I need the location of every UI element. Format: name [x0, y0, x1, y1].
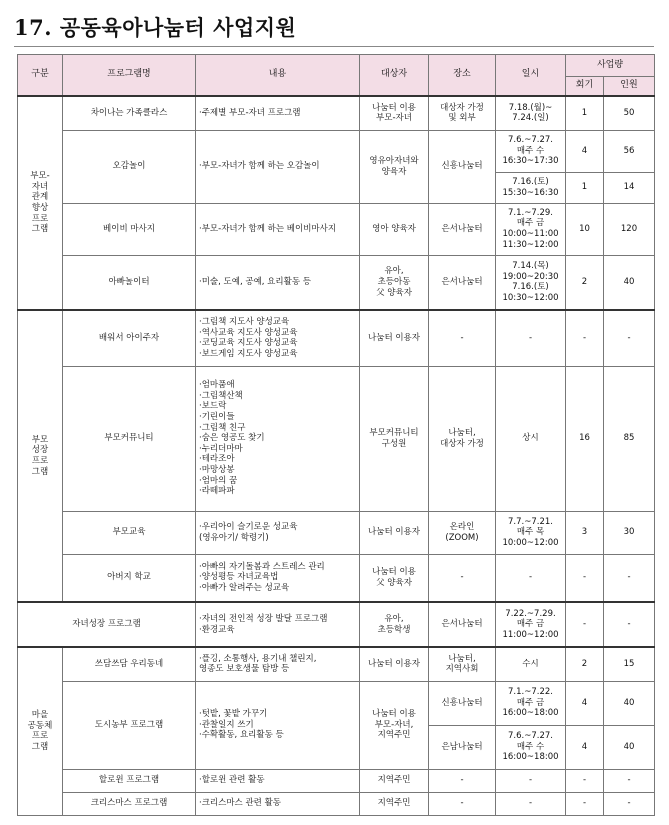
place-cell: 나눔터, 대상자 가정 [429, 366, 496, 511]
content-cell: ·텃밭, 꽃밭 가꾸기 ·관찰일지 쓰기 ·수확활동, 요리활동 등 [196, 681, 360, 769]
people-cell: 30 [604, 511, 655, 554]
target-cell: 나눔터 이용 父 양육자 [360, 554, 429, 602]
content-cell: ·엄마품애 ·그림책산책 ·보드락 ·기린이들 ·그림책 친구 ·숨은 영공도 찾기 ·누리더마마 ·테라조아 ·마망상봉 ·엄마의 꿈 ·라떼파파 [196, 366, 360, 511]
table-row [18, 310, 655, 366]
program-cell: 차이나는 가족클라스 [63, 96, 196, 130]
place-cell: 은서나눔터 [429, 203, 496, 255]
count-cell: 3 [566, 511, 604, 554]
people-cell: - [604, 602, 655, 647]
target-cell: 부모커뮤니티 구성원 [360, 366, 429, 511]
target-cell: 영유아자녀와 양육자 [360, 130, 429, 203]
table-row [18, 203, 655, 255]
program-cell: 도시농부 프로그램 [63, 681, 196, 769]
place-cell: 신흥나눔터 [429, 130, 496, 203]
program-cell: 크리스마스 프로그램 [63, 792, 196, 815]
place-cell: 신흥나눔터 [429, 681, 496, 725]
count-cell: - [566, 310, 604, 366]
people-cell: 120 [604, 203, 655, 255]
date-cell: - [496, 769, 566, 792]
category-cell: 마을 공동체 프로 그램 [18, 647, 63, 815]
count-cell: 2 [566, 255, 604, 310]
table-row [18, 769, 655, 792]
target-cell: 나눔터 이용자 [360, 511, 429, 554]
program-cell: 할로윈 프로그램 [63, 769, 196, 792]
place-cell: 은남나눔터 [429, 725, 496, 769]
people-cell: - [604, 310, 655, 366]
date-cell: 7.1.~7.22. 매주 금 16:00~18:00 [496, 681, 566, 725]
people-cell: 40 [604, 255, 655, 310]
category-cell: 부모 성장 프로 그램 [18, 310, 63, 602]
count-cell: 4 [566, 681, 604, 725]
place-cell: 은서나눔터 [429, 255, 496, 310]
date-cell: - [496, 554, 566, 602]
people-cell: - [604, 769, 655, 792]
content-cell: ·크리스마스 관련 활동 [196, 792, 360, 815]
header-count: 회기 [566, 77, 604, 97]
count-cell: - [566, 792, 604, 815]
count-cell: 4 [566, 130, 604, 172]
people-cell: 40 [604, 725, 655, 769]
date-cell: 7.22.~7.29. 매주 금 11:00~12:00 [496, 602, 566, 647]
content-cell: ·자녀의 전인적 성장 발달 프로그램 ·환경교육 [196, 602, 360, 647]
count-cell: 16 [566, 366, 604, 511]
count-cell: 1 [566, 172, 604, 203]
table-row [18, 681, 655, 725]
people-cell: - [604, 554, 655, 602]
table-row [18, 554, 655, 602]
content-cell: ·그림책 지도사 양성교육 ·역사교육 지도사 양성교육 ·코딩교육 지도사 양성교육 ·보드게임 지도사 양성교육 [196, 310, 360, 366]
header-row [18, 55, 655, 77]
header-program: 프로그램명 [63, 55, 196, 97]
header-date: 일시 [496, 55, 566, 97]
content-cell: ·플깅, 소통행사, 용기내 챌린지, 영종도 보호생물 탐방 등 [196, 647, 360, 681]
table-row [18, 792, 655, 815]
date-cell: 7.16.(토) 15:30~16:30 [496, 172, 566, 203]
table-row [18, 366, 655, 511]
count-cell: - [566, 554, 604, 602]
count-cell: 2 [566, 647, 604, 681]
date-cell: 수시 [496, 647, 566, 681]
program-cell: 자녀성장 프로그램 [18, 602, 196, 647]
target-cell: 유아, 초등학생 [360, 602, 429, 647]
content-cell: ·주제별 부모-자녀 프로그램 [196, 96, 360, 130]
program-cell: 베이비 마사지 [63, 203, 196, 255]
program-cell: 아빠놀이터 [63, 255, 196, 310]
count-cell: 10 [566, 203, 604, 255]
table-row [18, 647, 655, 681]
header-target: 대상자 [360, 55, 429, 97]
target-cell: 나눔터 이용 부모-자녀 [360, 96, 429, 130]
target-cell: 지역주민 [360, 769, 429, 792]
count-cell: - [566, 769, 604, 792]
target-cell: 영아 양육자 [360, 203, 429, 255]
date-cell: 7.18.(월)~ 7.24.(일) [496, 96, 566, 130]
content-cell: ·부모-자녀가 함께 하는 오감놀이 [196, 130, 360, 203]
count-cell: - [566, 602, 604, 647]
title-rule [14, 46, 654, 47]
count-cell: 1 [566, 96, 604, 130]
table-row [18, 511, 655, 554]
date-cell: - [496, 792, 566, 815]
header-place: 장소 [429, 55, 496, 97]
program-cell: 오감놀이 [63, 130, 196, 203]
target-cell: 지역주민 [360, 792, 429, 815]
date-cell: 7.14.(목) 19:00~20:30 7.16.(토) 10:30~12:00 [496, 255, 566, 310]
place-cell: - [429, 554, 496, 602]
content-cell: ·미술, 도예, 공예, 요리활동 등 [196, 255, 360, 310]
program-cell: 부모커뮤니티 [63, 366, 196, 511]
table-row [18, 96, 655, 130]
header-content: 내용 [196, 55, 360, 97]
program-cell: 배워서 아이주자 [63, 310, 196, 366]
header-people: 인원 [604, 77, 655, 97]
table-row [18, 602, 655, 647]
place-cell: - [429, 792, 496, 815]
content-cell: ·아빠의 자기돌봄과 스트레스 관리 ·양성평등 자녀교육법 ·아빠가 알려주는 성교육 [196, 554, 360, 602]
header-category: 구분 [18, 55, 63, 97]
place-cell: 온라인 (ZOOM) [429, 511, 496, 554]
count-cell: 4 [566, 725, 604, 769]
target-cell: 유아, 초등아동 父 양육자 [360, 255, 429, 310]
place-cell: 대상자 가정 및 외부 [429, 96, 496, 130]
date-cell: 7.1.~7.29. 매주 금 10:00~11:00 11:30~12:00 [496, 203, 566, 255]
program-table [17, 54, 655, 816]
date-cell: 7.7.~7.21. 매주 목 10:00~12:00 [496, 511, 566, 554]
target-cell: 나눔터 이용자 [360, 647, 429, 681]
place-cell: 나눔터, 지역사회 [429, 647, 496, 681]
content-cell: ·부모-자녀가 함께 하는 베이비마사지 [196, 203, 360, 255]
people-cell: 56 [604, 130, 655, 172]
target-cell: 나눔터 이용자 [360, 310, 429, 366]
place-cell: - [429, 310, 496, 366]
document-title: 17. 공동육아나눔터 사업지원 [14, 15, 297, 40]
people-cell: - [604, 792, 655, 815]
date-cell: 상시 [496, 366, 566, 511]
date-cell: - [496, 310, 566, 366]
content-cell: ·우리아이 슬기로운 성교육 (영유아기/ 학령기) [196, 511, 360, 554]
table-row [18, 130, 655, 172]
program-cell: 아버지 학교 [63, 554, 196, 602]
category-cell: 부모- 자녀 관계 향상 프로 그램 [18, 96, 63, 310]
program-cell: 쓰담쓰담 우리동네 [63, 647, 196, 681]
place-cell: 은서나눔터 [429, 602, 496, 647]
people-cell: 85 [604, 366, 655, 511]
people-cell: 50 [604, 96, 655, 130]
content-cell: ·할로윈 관련 활동 [196, 769, 360, 792]
table-row [18, 255, 655, 310]
date-cell: 7.6.~7.27. 매주 수 16:30~17:30 [496, 130, 566, 172]
place-cell: - [429, 769, 496, 792]
header-scale: 사업량 [566, 55, 655, 77]
people-cell: 40 [604, 681, 655, 725]
people-cell: 14 [604, 172, 655, 203]
target-cell: 나눔터 이용 부모-자녀, 지역주민 [360, 681, 429, 769]
people-cell: 15 [604, 647, 655, 681]
date-cell: 7.6.~7.27. 매주 수 16:00~18:00 [496, 725, 566, 769]
program-cell: 부모교육 [63, 511, 196, 554]
